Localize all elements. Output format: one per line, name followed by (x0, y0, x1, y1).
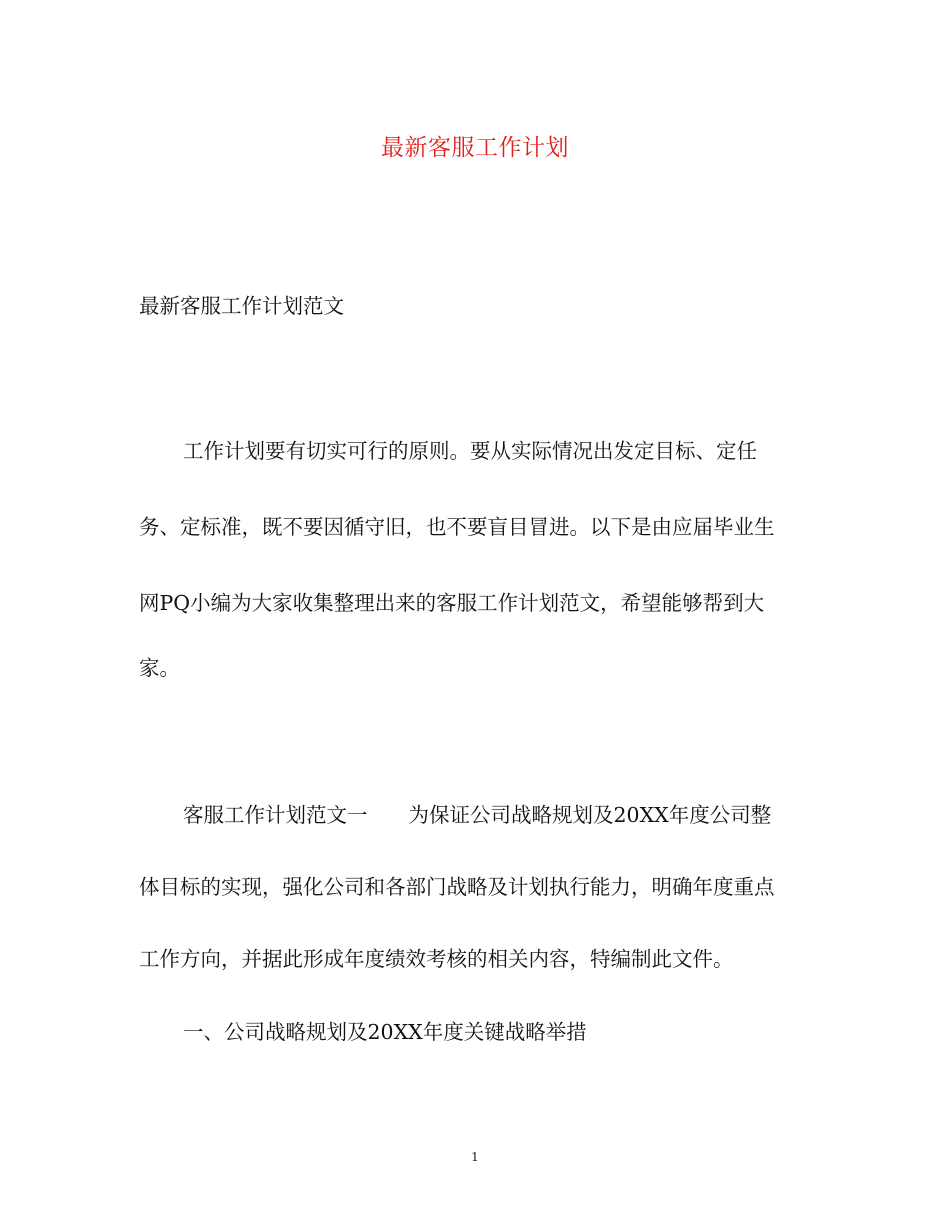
paragraph-line: 务、定标准，既不要因循守旧，也不要盲目冒进。以下是由应届毕业生 (139, 515, 775, 539)
page-number: 1 (471, 1150, 479, 1164)
paragraph-line: 工作计划要有切实可行的原则。要从实际情况出发定目标、定任 (183, 439, 757, 463)
paragraph-line: 客服工作计划范文一 为保证公司战略规划及20XX年度公司整 (183, 803, 772, 827)
document-subtitle: 最新客服工作计划范文 (139, 294, 344, 318)
paragraph-line: 工作方向，并据此形成年度绩效考核的相关内容，特编制此文件。 (139, 947, 734, 971)
document-title: 最新客服工作计划 (381, 135, 569, 161)
paragraph-line: 家。 (139, 656, 180, 680)
paragraph-line: 体目标的实现，强化公司和各部门战略及计划执行能力，明确年度重点 (139, 875, 775, 899)
paragraph-line: 网PQ小编为大家收集整理出来的客服工作计划范文，希望能够帮到大 (139, 591, 765, 615)
section-heading: 一、公司战略规划及20XX年度关键战略举措 (183, 1020, 587, 1044)
